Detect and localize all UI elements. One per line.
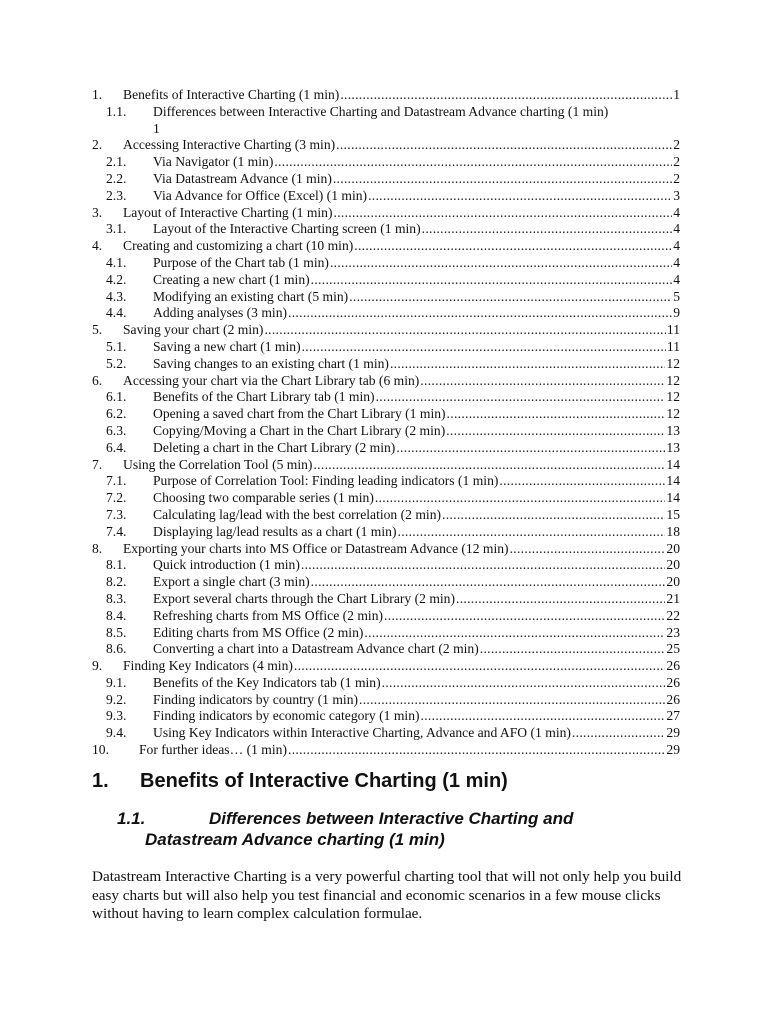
section-heading-1-1	[117, 808, 677, 850]
toc-entry-number: 9.2.	[106, 691, 127, 707]
toc-entry-title: Editing charts from MS Office (2 min)	[153, 624, 364, 640]
toc-dot-leader	[274, 154, 672, 171]
toc-entry-number: 9.	[92, 658, 103, 674]
toc-entry-title: Via Navigator (1 min)	[153, 154, 274, 170]
toc-entry-page: 26	[666, 691, 680, 707]
toc-entry-page: 13	[666, 422, 680, 438]
toc-dot-leader	[447, 406, 666, 423]
toc-entry-number: 10.	[92, 742, 109, 758]
toc-dot-leader	[302, 339, 666, 356]
toc-entry[interactable]	[92, 171, 680, 188]
toc-entry-page: 4	[673, 238, 680, 254]
toc-entry-page: 4	[673, 254, 680, 270]
toc-entry-number: 7.4.	[106, 523, 127, 539]
toc-entry-page: 1	[673, 87, 680, 102]
toc-dot-leader	[301, 557, 666, 574]
toc-entry[interactable]	[92, 541, 680, 558]
toc-dot-leader	[442, 507, 665, 524]
toc-entry-title: Refreshing charts from MS Office (2 min)	[153, 607, 384, 623]
toc-entry-title: Purpose of the Chart tab (1 min)	[153, 254, 329, 270]
toc-dot-leader	[398, 524, 666, 541]
toc-entry-title: Creating and customizing a chart (10 min)	[123, 238, 354, 254]
subheading-number: 1.1.	[117, 809, 146, 828]
toc-entry[interactable]	[92, 205, 680, 222]
toc-dot-leader	[294, 658, 666, 675]
toc-entry-page: 5	[673, 288, 680, 304]
toc-entry-number: 2.2.	[106, 170, 127, 186]
toc-entry[interactable]	[92, 221, 680, 238]
toc-entry-title: Accessing Interactive Charting (3 min)	[123, 137, 336, 153]
toc-entry-number: 5.1.	[106, 338, 127, 354]
toc-entry[interactable]	[92, 641, 680, 658]
toc-entry-page: 12	[666, 372, 680, 388]
toc-dot-leader	[333, 171, 672, 188]
toc-entry-page: 20	[666, 557, 680, 573]
toc-entry[interactable]	[92, 692, 680, 709]
toc-entry-title: Saving your chart (2 min)	[123, 322, 264, 338]
toc-entry[interactable]	[92, 255, 680, 272]
toc-entry-title: Using Key Indicators within Interactive Charting, Advance and AFO (1 min)	[153, 725, 571, 741]
toc-entry[interactable]	[92, 406, 680, 423]
toc-entry-title: Saving a new chart (1 min)	[153, 338, 301, 354]
toc-entry-title: Modifying an existing chart (5 min)	[153, 288, 349, 304]
toc-entry[interactable]	[92, 507, 680, 524]
toc-entry-title: Opening a saved chart from the Chart Library (1 min)	[153, 406, 446, 422]
toc-entry-page: 18	[666, 523, 680, 539]
toc-entry-title: Deleting a chart in the Chart Library (2 min)	[153, 439, 396, 455]
toc-entry-title: Differences between Interactive Charting and Datastream Advance charting (1 min)	[153, 103, 609, 119]
toc-entry-page: 25	[666, 641, 680, 657]
toc-dot-leader	[375, 490, 666, 507]
toc-entry-number: 8.	[92, 540, 103, 556]
toc-dot-leader	[446, 423, 665, 440]
toc-entry-title: Layout of Interactive Charting (1 min)	[123, 204, 333, 220]
toc-dot-leader	[422, 221, 673, 238]
toc-entry[interactable]	[92, 675, 680, 692]
toc-dot-leader	[510, 541, 666, 558]
subheading-title-line1: Differences between Interactive Charting and	[209, 809, 574, 828]
toc-entry-number: 8.3.	[106, 590, 127, 606]
toc-entry[interactable]	[92, 154, 680, 171]
toc-entry-number: 9.3.	[106, 708, 127, 724]
toc-entry-title: Layout of the Interactive Charting screen (1 min)	[153, 221, 421, 237]
toc-entry-page: 2	[673, 137, 680, 153]
toc-entry-page: 11	[666, 322, 680, 338]
toc-entry-number: 6.	[92, 372, 103, 388]
toc-entry-title: Finding indicators by country (1 min)	[153, 691, 359, 707]
toc-entry-number: 7.2.	[106, 490, 127, 506]
toc-entry-title: Creating a new chart (1 min)	[153, 271, 310, 287]
toc-entry-page: 12	[666, 406, 680, 422]
heading-title: Benefits of Interactive Charting (1 min)	[140, 770, 508, 792]
toc-entry[interactable]	[92, 557, 680, 574]
toc-entry[interactable]	[92, 339, 680, 356]
toc-entry[interactable]	[92, 188, 680, 205]
toc-entry[interactable]	[92, 490, 680, 507]
toc-entry[interactable]	[92, 440, 680, 457]
toc-dot-leader	[421, 708, 666, 725]
toc-dot-leader	[456, 591, 665, 608]
heading-number: 1.	[92, 770, 109, 792]
toc-dot-leader	[376, 389, 666, 406]
toc-entry-title: Copying/Moving a Chart in the Chart Library (2 min)	[153, 422, 446, 438]
toc-entry[interactable]	[92, 457, 680, 474]
toc-entry-title: Accessing your chart via the Chart Library tab (6 min)	[123, 372, 420, 388]
toc-entry-title: Export several charts through the Chart Library (2 min)	[153, 590, 455, 606]
toc-entry-page: 11	[666, 338, 680, 354]
toc-entry-title: Adding analyses (3 min)	[153, 305, 288, 321]
toc-entry-page: 21	[666, 590, 680, 606]
toc-entry-title: Export a single chart (3 min)	[153, 574, 310, 590]
toc-dot-leader	[420, 373, 665, 390]
toc-dot-leader	[288, 305, 672, 322]
toc-entry[interactable]	[92, 356, 680, 373]
toc-entry-title: Benefits of the Key Indicators tab (1 min)	[153, 674, 381, 690]
toc-entry[interactable]	[92, 373, 680, 390]
toc-entry[interactable]	[92, 87, 680, 104]
toc-entry-title: Finding Key Indicators (4 min)	[123, 658, 293, 674]
toc-dot-leader	[311, 574, 666, 591]
toc-dot-leader	[396, 440, 665, 457]
toc-dot-leader	[330, 255, 672, 272]
toc-dot-leader	[480, 641, 666, 658]
toc-entry-number: 3.	[92, 204, 103, 220]
toc-entry-title: For further ideas… (1 min)	[139, 742, 287, 758]
toc-entry-number: 7.1.	[106, 473, 127, 489]
section-heading-1	[92, 770, 508, 793]
toc-entry-title: Displaying lag/lead results as a chart (1 min)	[153, 523, 397, 539]
toc-entry-page: 12	[666, 355, 680, 371]
toc-entry[interactable]	[92, 708, 680, 725]
toc-entry-page: 20	[666, 540, 680, 556]
toc-entry-number: 5.	[92, 322, 103, 338]
toc-entry-number: 3.1.	[106, 221, 127, 237]
toc-entry[interactable]	[92, 591, 680, 608]
toc-entry[interactable]	[92, 137, 680, 154]
toc-dot-leader	[364, 625, 665, 642]
toc-entry-title: Benefits of the Chart Library tab (1 min)	[153, 389, 375, 405]
toc-entry[interactable]	[92, 104, 680, 138]
toc-entry-number: 5.2.	[106, 355, 127, 371]
toc-entry-number: 6.3.	[106, 422, 127, 438]
toc-dot-leader	[336, 137, 672, 154]
toc-entry-page: 9	[673, 305, 680, 321]
toc-entry[interactable]	[92, 658, 680, 675]
toc-entry-title: Exporting your charts into MS Office or Datastream Advance (12 min)	[123, 540, 509, 556]
toc-dot-leader	[340, 87, 672, 104]
toc-entry[interactable]	[92, 322, 680, 339]
toc-dot-leader	[264, 322, 665, 339]
toc-entry-title: Finding indicators by economic category (1 min)	[153, 708, 420, 724]
toc-dot-leader	[368, 188, 672, 205]
toc-dot-leader	[382, 675, 666, 692]
toc-dot-leader	[313, 457, 665, 474]
toc-entry-page: 22	[666, 607, 680, 623]
toc-entry-number: 8.2.	[106, 574, 127, 590]
toc-entry[interactable]	[92, 238, 680, 255]
toc-entry[interactable]	[92, 574, 680, 591]
toc-entry[interactable]	[92, 423, 680, 440]
toc-entry-number: 4.2.	[106, 271, 127, 287]
toc-entry-title: Purpose of Correlation Tool: Finding leading indicators (1 min)	[153, 473, 499, 489]
toc-entry[interactable]	[92, 473, 680, 490]
toc-entry-page: 15	[666, 506, 680, 522]
toc-dot-leader	[311, 272, 673, 289]
toc-entry-number: 7.	[92, 456, 103, 472]
toc-entry-title: Saving changes to an existing chart (1 min)	[153, 355, 389, 371]
toc-entry[interactable]	[92, 389, 680, 406]
toc-entry-page: 12	[666, 389, 680, 405]
toc-entry-number: 4.3.	[106, 288, 127, 304]
toc-entry-number: 2.1.	[106, 154, 127, 170]
toc-entry-title: Quick introduction (1 min)	[153, 557, 300, 573]
subheading-title-line2: Datastream Advance charting (1 min)	[145, 830, 445, 849]
toc-dot-leader	[354, 238, 672, 255]
toc-entry[interactable]	[92, 289, 680, 306]
toc-dot-leader	[359, 692, 665, 709]
toc-entry-title: Calculating lag/lead with the best correlation (2 min)	[153, 506, 442, 522]
toc-entry-number: 8.6.	[106, 641, 127, 657]
toc-entry-page: 4	[673, 204, 680, 220]
toc-entry-page: 29	[666, 742, 680, 758]
toc-entry-page: 1	[153, 120, 160, 136]
toc-entry-page: 14	[666, 473, 680, 489]
toc-dot-leader	[499, 473, 665, 490]
toc-entry-page: 4	[673, 271, 680, 287]
toc-entry-page: 2	[673, 170, 680, 186]
toc-dot-leader	[334, 205, 673, 222]
toc-entry-number: 9.1.	[106, 674, 127, 690]
toc-entry[interactable]	[92, 742, 680, 759]
toc-entry[interactable]	[92, 725, 680, 742]
toc-entry-page: 4	[673, 221, 680, 237]
toc-entry-number: 8.5.	[106, 624, 127, 640]
toc-dot-leader	[288, 742, 665, 759]
toc-entry-page: 14	[666, 490, 680, 506]
toc-entry-page: 23	[666, 624, 680, 640]
toc-entry-number: 2.	[92, 137, 103, 153]
toc-entry-number: 8.4.	[106, 607, 127, 623]
toc-entry-page: 13	[666, 439, 680, 455]
toc-entry-number: 6.4.	[106, 439, 127, 455]
toc-dot-leader	[390, 356, 665, 373]
toc-entry-number: 6.1.	[106, 389, 127, 405]
toc-entry-number: 6.2.	[106, 406, 127, 422]
toc-entry-number: 1.1.	[106, 103, 127, 119]
toc-entry-number: 7.3.	[106, 506, 127, 522]
toc-entry-page: 26	[666, 658, 680, 674]
toc-entry-title: Choosing two comparable series (1 min)	[153, 490, 374, 506]
toc-entry-page: 20	[666, 574, 680, 590]
toc-entry-page: 27	[666, 708, 680, 724]
toc-dot-leader	[384, 608, 665, 625]
body-paragraph: Datastream Interactive Charting is a very powerful charting tool that will not only help you build easy charts but will also help you test financial and economic scenarios in a few mouse clicks without having to learn complex calculation formulae.	[92, 868, 682, 922]
toc-entry-title: Via Datastream Advance (1 min)	[153, 170, 332, 186]
toc-entry-number: 1.	[92, 87, 103, 102]
toc-entry[interactable]	[92, 272, 680, 289]
toc-entry-title: Benefits of Interactive Charting (1 min)	[123, 87, 340, 102]
toc-entry-number: 4.4.	[106, 305, 127, 321]
toc-entry-number: 2.3.	[106, 187, 127, 203]
toc-entry-title: Converting a chart into a Datastream Advance chart (2 min)	[153, 641, 479, 657]
toc-entry-number: 9.4.	[106, 725, 127, 741]
toc-entry-page: 2	[673, 154, 680, 170]
toc-entry[interactable]	[92, 524, 680, 541]
toc-dot-leader	[349, 289, 672, 306]
toc-entry[interactable]	[92, 625, 680, 642]
toc-entry[interactable]	[92, 305, 680, 322]
toc-dot-leader	[572, 725, 665, 742]
table-of-contents	[92, 87, 680, 759]
toc-entry-page: 3	[673, 187, 680, 203]
toc-entry-title: Via Advance for Office (Excel) (1 min)	[153, 187, 368, 203]
toc-entry-page: 26	[666, 674, 680, 690]
toc-entry-page: 29	[666, 725, 680, 741]
toc-entry-title: Using the Correlation Tool (5 min)	[123, 456, 313, 472]
toc-entry-number: 4.1.	[106, 254, 127, 270]
toc-entry[interactable]	[92, 608, 680, 625]
toc-entry-number: 8.1.	[106, 557, 127, 573]
toc-entry-number: 4.	[92, 238, 103, 254]
toc-entry-page: 14	[666, 456, 680, 472]
